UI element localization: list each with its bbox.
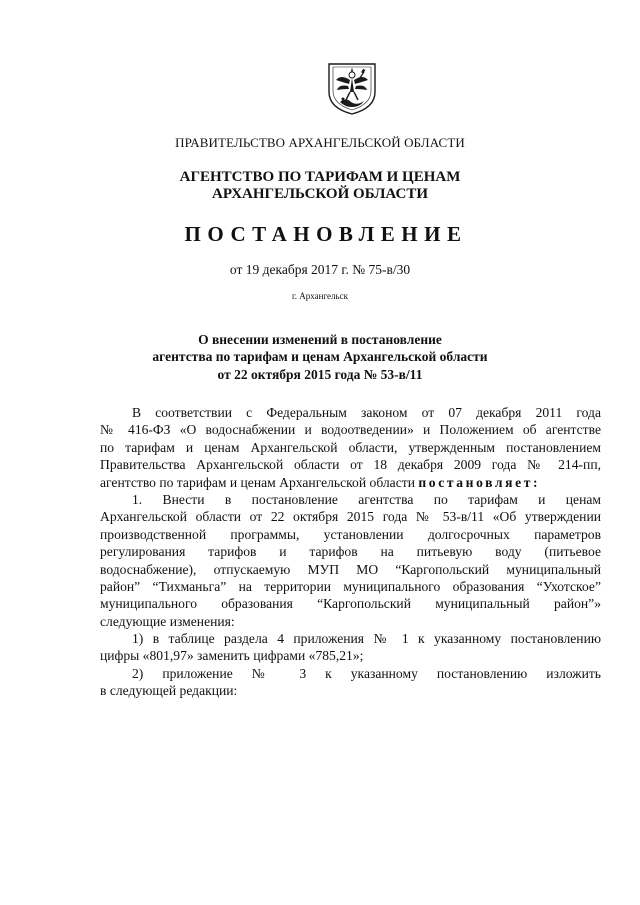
body-line: В соответствии с Федеральным законом от 07 декабря 2011 года: [132, 405, 601, 420]
document-subject: [0, 331, 640, 383]
body-line-resolves: [100, 474, 601, 491]
agency-name-line-1: АГЕНТСТВО ПО ТАРИФАМ И ЦЕНАМ: [179, 169, 461, 185]
body-line: производственной программы, установлении долгосрочных параметров: [100, 526, 601, 542]
coat-of-arms-icon: [327, 62, 377, 116]
body-line: цифры «801,97» заменить цифрами «785,21»;: [100, 648, 364, 664]
body-line: Правительства Архангельской области от 18 декабря 2009 года № 214-пп,: [100, 457, 601, 473]
body-line: район” “Тихманьга” на территории муниципального образования “Ухотское”: [100, 578, 601, 594]
body-line: 1) в таблице раздела 4 приложения № 1 к указанному постановлению: [132, 631, 601, 647]
body-line: регулирования тарифов и тарифов на питьевую воду (питьевое: [100, 544, 601, 560]
government-name: ПРАВИТЕЛЬСТВО АРХАНГЕЛЬСКОЙ ОБЛАСТИ: [175, 135, 465, 150]
subject-line-3: от 22 октября 2015 года № 53-в/11: [217, 366, 423, 382]
body-line: в следующей редакции:: [100, 683, 238, 699]
document-type-heading: ПОСТАНОВЛЕНИЕ: [184, 222, 468, 246]
body-line: водоснабжение), отпускаемую МУП МО “Каргопольский муниципальный: [100, 561, 601, 577]
body-line: Архангельской области от 22 октября 2015 года № 53-в/11 «Об утверждении: [100, 509, 601, 525]
resolves-prefix: агентство по тарифам и ценам Архангельской области: [100, 474, 419, 490]
resolves-keyword: постановляет:: [418, 474, 541, 490]
body-line: 2) приложение № 3 к указанному постановлению изложить: [132, 665, 601, 681]
subject-line-1: О внесении изменений в постановление: [198, 332, 442, 347]
agency-name: [0, 168, 640, 203]
body-line: следующие изменения:: [100, 613, 235, 629]
document-date-number: от 19 декабря 2017 г. № 75-в/30: [229, 262, 411, 277]
document-body: [100, 404, 601, 700]
subject-line-2: агентства по тарифам и ценам Архангельской области: [152, 349, 488, 365]
body-line: № 416-ФЗ «О водоснабжении и водоотведении» и Положением об агентстве: [100, 422, 601, 438]
body-line: муниципального образования “Каргопольский муниципальный район”»: [100, 596, 601, 612]
body-line: 1. Внести в постановление агентства по тарифам и ценам: [132, 491, 601, 507]
agency-name-line-2: АРХАНГЕЛЬСКОЙ ОБЛАСТИ: [212, 186, 428, 203]
document-city: г. Архангельск: [292, 291, 348, 301]
body-line: по тарифам и ценам Архангельской области, утвержденным постановлением: [100, 439, 601, 455]
